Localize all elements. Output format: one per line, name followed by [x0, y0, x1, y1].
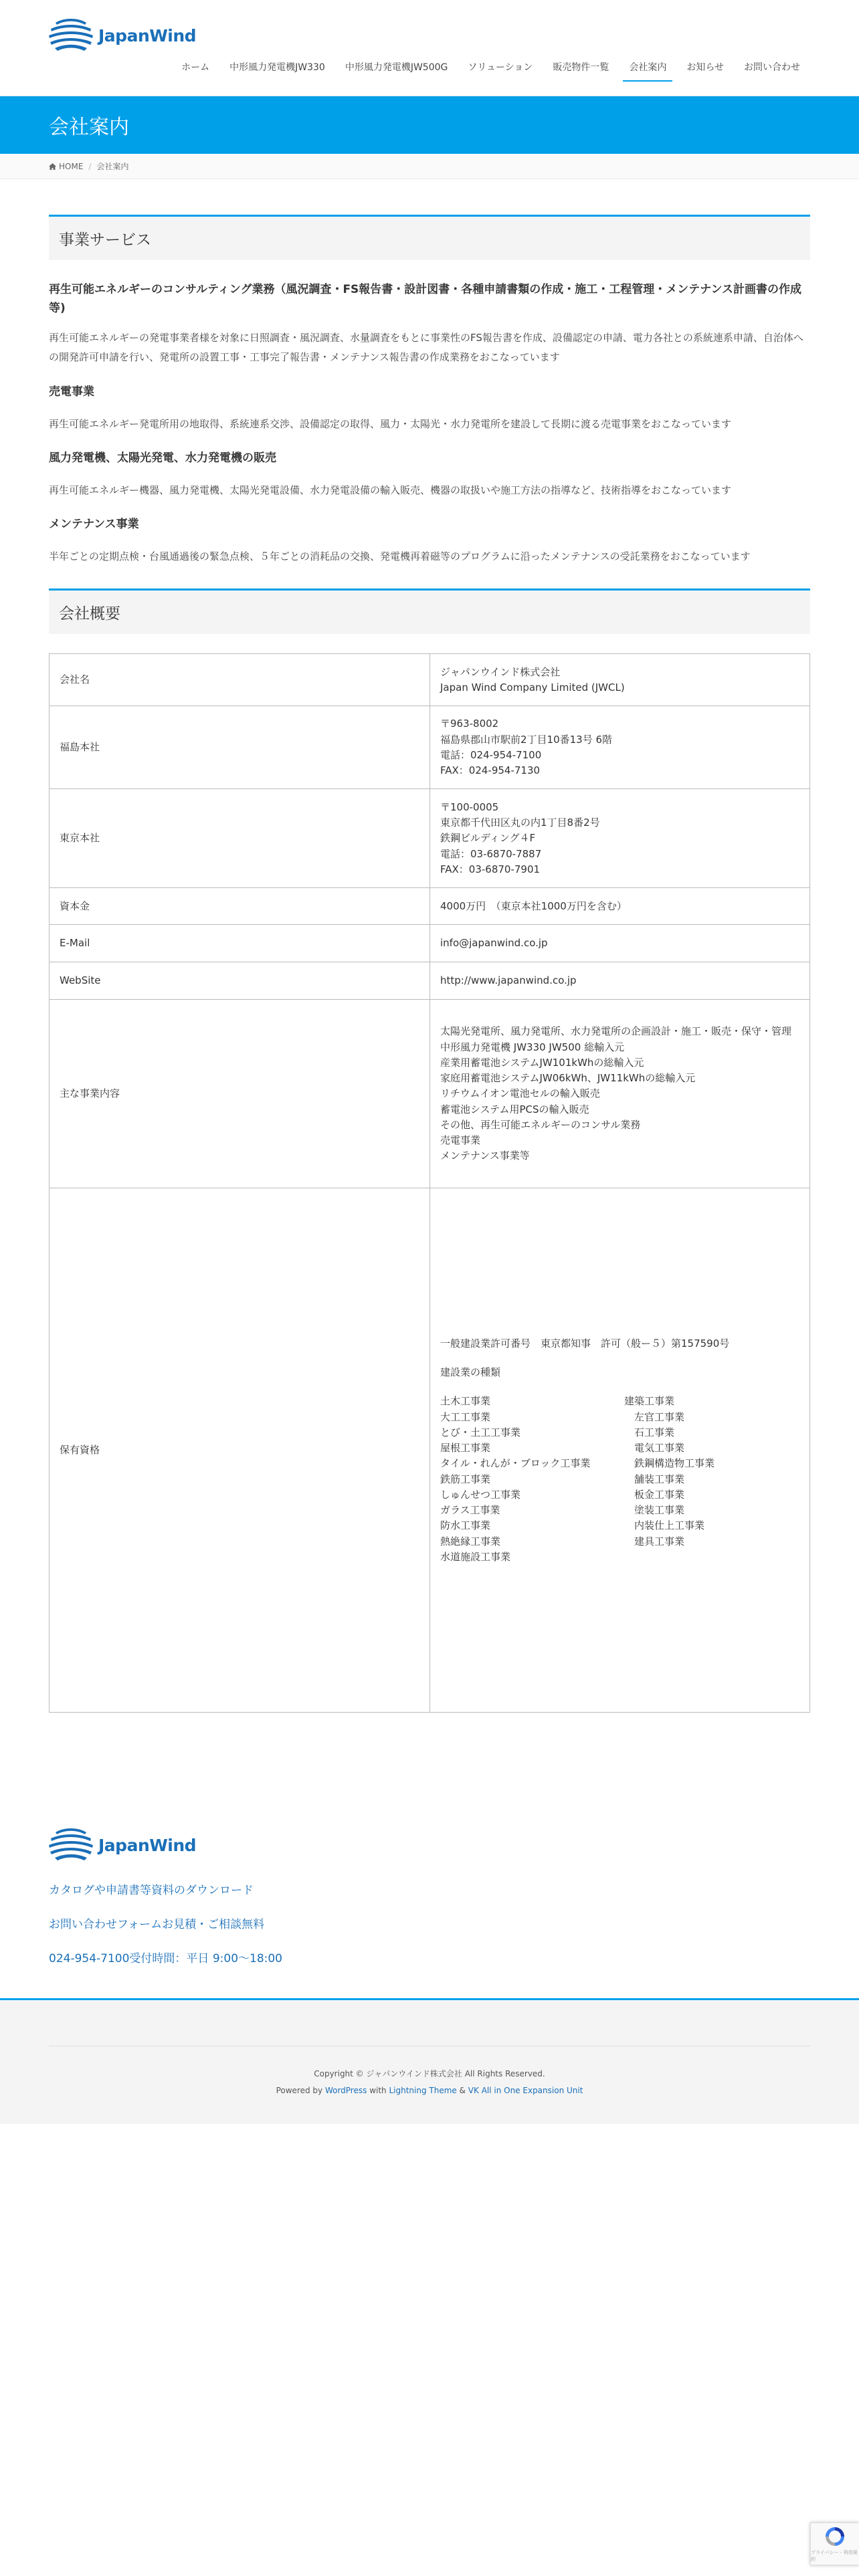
fukushima-phone: 電話：024-954-7100 — [440, 748, 542, 761]
row-label-tokyo: 東京本社 — [50, 789, 430, 888]
table-row — [50, 962, 810, 1000]
row-value-business — [430, 1000, 810, 1188]
powered-prefix: Powered by — [276, 2086, 325, 2095]
breadcrumb — [0, 154, 859, 179]
company-table — [49, 653, 810, 1713]
footer-accent-bar — [0, 1998, 859, 2000]
table-row — [50, 888, 810, 925]
footer-logo[interactable] — [49, 1827, 810, 1863]
business-line: リチウムイオン電池セルの輸入販売 — [440, 1087, 600, 1100]
services-section — [49, 215, 810, 566]
footer-widgets — [0, 1827, 859, 1965]
row-label-email: E-Mail — [50, 925, 430, 962]
license-item: しゅんせつ工事業 — [440, 1488, 521, 1501]
company-name-ja: ジャパンウインド株式会社 — [440, 665, 561, 678]
footer-link-phone[interactable]: 024-954-7100受付時間：平日 9:00〜18:00 — [49, 1952, 282, 1965]
row-label-website: WebSite — [50, 962, 430, 1000]
nav-item-company[interactable]: 会社案内 — [619, 60, 676, 82]
row-label-capital: 資本金 — [50, 888, 430, 925]
page-title: 会社案内 — [49, 116, 129, 139]
business-line: 太陽光発電所、風力発電所、水力発電所の企画設計・施工・販売・保守・管理 — [440, 1025, 792, 1038]
tokyo-zip: 〒100-0005 — [440, 800, 499, 813]
powered-by — [0, 2086, 859, 2095]
license-item: 鉄筋工事業 — [440, 1473, 491, 1485]
license-item: 塗装工事業 — [624, 1504, 685, 1517]
globe-logo-icon — [49, 1827, 93, 1863]
site-logo[interactable] — [49, 17, 196, 53]
row-value-capital: 4000万円 （東京本社1000万円を含む） — [430, 888, 810, 925]
row-label-name: 会社名 — [50, 654, 430, 706]
nav-item-home[interactable]: ホーム — [181, 62, 210, 73]
row-value-email: info@japanwind.co.jp — [430, 925, 810, 962]
row-value-license — [430, 1188, 810, 1713]
nav-item-properties[interactable]: 販売物件一覧 — [553, 62, 609, 73]
license-item: ガラス工事業 — [440, 1504, 500, 1517]
license-item: 屋根工事業 — [440, 1442, 491, 1455]
service-text-power-sales: 再生可能エネルギー発電所用の地取得、系統連系交渉、設備認定の取得、風力・太陽光・水力発電所を建設して長期に渡る売電事業をおこなっています — [49, 417, 732, 430]
table-row — [50, 925, 810, 962]
powered-with: with — [367, 2086, 389, 2095]
global-nav — [171, 60, 810, 82]
license-item: 土木工事業 — [440, 1395, 491, 1408]
license-item: 防水工事業 — [440, 1519, 491, 1532]
nav-item-contact[interactable]: お問い合わせ — [744, 62, 800, 73]
row-label-license: 保有資格 — [50, 1188, 430, 1713]
license-item: 舗装工事業 — [624, 1473, 685, 1485]
tokyo-building: 鉄鋼ビルディング４F — [440, 832, 536, 845]
license-item: 石工事業 — [624, 1426, 675, 1438]
home-icon — [49, 163, 56, 170]
business-line: その他、再生可能エネルギーのコンサル業務 — [440, 1118, 641, 1131]
footer-link-download[interactable]: カタログや申請書等資料のダウンロード — [49, 1884, 254, 1897]
overview-section — [49, 588, 810, 1713]
row-label-business: 主な事業内容 — [50, 1000, 430, 1188]
service-heading-equipment: 風力発電機、太陽光発電、水力発電機の販売 — [49, 451, 276, 465]
license-kinds-title: 建設業の種類 — [440, 1366, 501, 1379]
license-grid — [440, 1394, 799, 1565]
license-item: 板金工事業 — [624, 1488, 685, 1501]
license-item — [624, 1549, 798, 1565]
fukushima-address: 福島県郡山市駅前2丁目10番13号 6階 — [440, 733, 613, 746]
tokyo-fax: FAX：03-6870-7901 — [440, 863, 541, 875]
breadcrumb-separator: / — [88, 161, 92, 171]
service-heading-power-sales: 売電事業 — [49, 385, 94, 399]
main-content — [0, 215, 859, 1713]
row-value-website: http://www.japanwind.co.jp — [430, 962, 810, 1000]
breadcrumb-current: 会社案内 — [96, 162, 129, 171]
recaptcha-terms[interactable]: プライバシー - 利用規約 — [811, 2550, 858, 2562]
tokyo-address: 東京都千代田区丸の内1丁目8番2号 — [440, 817, 600, 829]
license-item: 熱絶縁工事業 — [440, 1535, 501, 1547]
powered-amp: & — [456, 2086, 468, 2095]
nav-item-solutions[interactable]: ソリューション — [468, 62, 533, 73]
license-item: 建築工事業 — [624, 1395, 675, 1408]
business-line: 中形風力発電機 JW330 JW500 総輸入元 — [440, 1041, 625, 1053]
row-value-fukushima — [430, 706, 810, 789]
footer-link-contact[interactable]: お問い合わせフォームお見積・ご相談無料 — [49, 1918, 265, 1931]
service-heading-maintenance: メンテナンス事業 — [49, 518, 139, 532]
license-permit: 一般建設業許可番号 東京都知事 許可（般ー５）第157590号 — [440, 1337, 730, 1350]
table-row — [50, 1188, 810, 1713]
nav-item-jw330[interactable]: 中形風力発電機JW330 — [229, 62, 325, 73]
company-name-en: Japan Wind Company Limited (JWCL) — [440, 681, 625, 693]
row-value-tokyo — [430, 789, 810, 888]
row-value-name — [430, 654, 810, 706]
globe-logo-icon — [49, 17, 93, 53]
footer-bottom — [0, 2001, 859, 2124]
nav-item-jw500g[interactable]: 中形風力発電機JW500G — [345, 62, 448, 73]
license-item: 電気工事業 — [624, 1442, 685, 1455]
site-header — [0, 0, 859, 96]
table-row — [50, 1000, 810, 1188]
business-line: 蓄電池システム用PCSの輸入販売 — [440, 1103, 589, 1115]
recaptcha-badge[interactable] — [810, 2523, 859, 2565]
wordpress-link[interactable]: WordPress — [324, 2086, 367, 2095]
license-item: 水道施設工事業 — [440, 1550, 511, 1563]
tokyo-phone: 電話：03-6870-7887 — [440, 847, 542, 860]
nav-item-news[interactable]: お知らせ — [686, 62, 724, 73]
business-line: メンテナンス事業等 — [440, 1150, 530, 1162]
logo-text: JapanWind — [98, 25, 197, 45]
business-line: 産業用蓄電池システムJW101kWhの総輸入元 — [440, 1056, 644, 1069]
service-text-consulting: 再生可能エネルギーの発電事業者様を対象に日照調査・風況調査、水量調査をもとに事業性のFS報告書を作成、設備認定の申請、電力各社との系統連系申請、自治体への開発許可申請を行い、発電所の設置工事・工事完了報告書・メンテナンス報告書の作成業務をおこなっています — [49, 332, 803, 364]
service-text-equipment: 再生可能エネルギー機器、風力発電機、太陽光発電設備、水力発電設備の輸入販売、機器の取扱いや施工方法の指導など、技術指導をおこなっています — [49, 484, 732, 496]
license-item: 大工工事業 — [440, 1410, 491, 1423]
row-label-fukushima: 福島本社 — [50, 706, 430, 789]
table-row — [50, 654, 810, 706]
breadcrumb-home[interactable]: HOME — [59, 161, 84, 171]
fukushima-zip: 〒963-8002 — [440, 718, 499, 730]
license-item: 建具工事業 — [624, 1535, 685, 1547]
recaptcha-icon — [824, 2525, 846, 2548]
footer-logo-text: JapanWind — [98, 1835, 197, 1855]
page-header — [0, 96, 859, 154]
license-item: 左官工事業 — [624, 1410, 685, 1423]
lightning-link[interactable]: Lightning Theme — [389, 2086, 457, 2095]
license-item: とび・土工工事業 — [440, 1426, 521, 1438]
overview-title: 会社概要 — [49, 588, 810, 634]
business-line: 家庭用蓄電池システムJW06kWh、JW11kWhの総輸入元 — [440, 1072, 696, 1085]
service-heading-consulting: 再生可能エネルギーのコンサルティング業務（風況調査・FS報告書・設計図書・各種申請書類の作成・施工・工程管理・メンテナンス計画書の作成等) — [49, 283, 801, 316]
license-item: 内装仕上工事業 — [624, 1519, 705, 1532]
license-item: 鉄鋼構造物工事業 — [624, 1457, 715, 1470]
vk-unit-link[interactable]: VK All in One Expansion Unit — [468, 2086, 583, 2095]
license-item: タイル・れんが・ブロック工事業 — [440, 1457, 591, 1470]
services-title: 事業サービス — [49, 215, 810, 260]
service-text-maintenance: 半年ごとの定期点検・台風通過後の緊急点検、５年ごとの消耗品の交換、発電機再着磁等のプログラムに沿ったメンテナンスの受託業務をおこなっています — [49, 550, 751, 563]
table-row — [50, 789, 810, 888]
fukushima-fax: FAX：024-954-7130 — [440, 764, 541, 777]
business-line: 売電事業 — [440, 1134, 481, 1147]
table-row — [50, 706, 810, 789]
copyright: Copyright © ジャパンウインド株式会社 All Rights Reserved. — [314, 2069, 545, 2078]
